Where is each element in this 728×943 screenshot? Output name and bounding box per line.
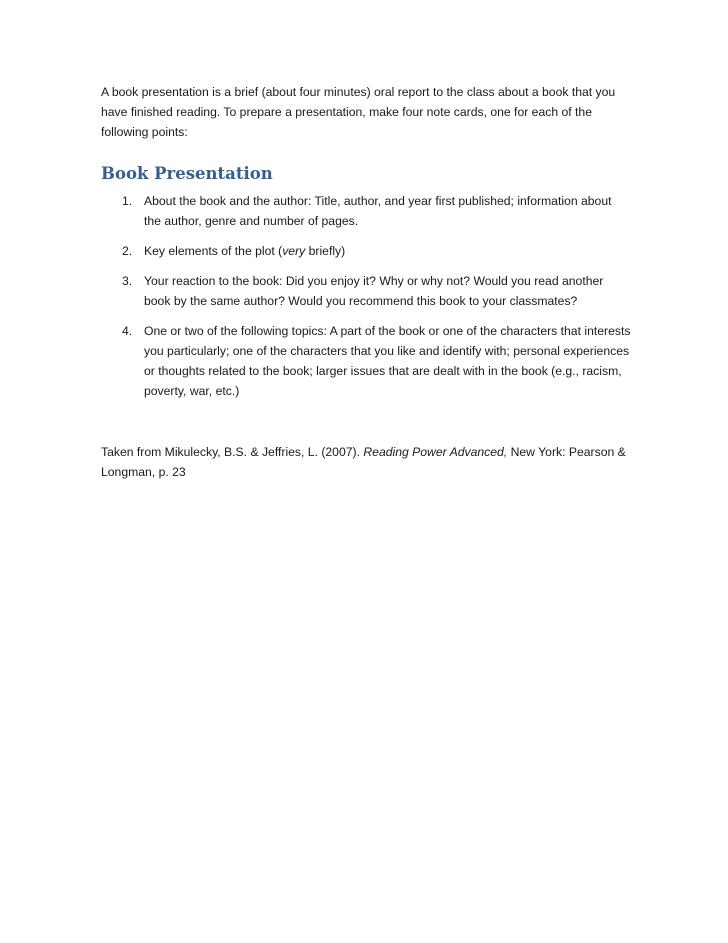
presentation-points-list xyxy=(101,191,631,401)
section-heading: Book Presentation xyxy=(101,164,273,183)
intro-paragraph: A book presentation is a brief (about four minutes) oral report to the class about a book that you have finished reading. To prepare a presentation, make four note cards, one for each of the following points: xyxy=(101,85,616,139)
document-body xyxy=(101,82,631,482)
list-item-text-part: Key elements of the plot ( xyxy=(144,244,283,258)
list-item-number: 3. xyxy=(122,274,133,288)
list-item-text xyxy=(144,244,345,258)
list-item xyxy=(101,191,631,231)
list-item xyxy=(101,241,631,261)
citation-publisher: New York: Pearson & Longman, p. 23 xyxy=(101,445,626,479)
list-item xyxy=(101,321,631,401)
list-item-emphasis: very xyxy=(282,244,306,258)
list-item-text xyxy=(144,194,612,228)
citation-authors: Taken from Mikulecky, B.S. & Jeffries, L. (2007). xyxy=(101,445,364,459)
list-item-number: 4. xyxy=(122,324,133,338)
list-item-text-part: One or two of the following topics: A part of the book or one of the characters that interests you particularly; one of the characters that you like and identify with; personal experiences or thoughts related to the book; larger issues that are dealt with in the book (e.g., racism, poverty, war, etc.) xyxy=(144,324,631,398)
list-item-text-part: Your reaction to the book: Did you enjoy it? Why or why not? Would you read another book by the same author? Would you recommend this book to your classmates? xyxy=(144,274,604,308)
list-item-number: 1. xyxy=(122,194,133,208)
list-item-number: 2. xyxy=(122,244,133,258)
list-item-text-part: About the book and the author: Title, author, and year first published; information about the author, genre and number of pages. xyxy=(144,194,612,228)
source-citation xyxy=(101,442,631,482)
citation-title: Reading Power Advanced, xyxy=(363,445,508,459)
list-item xyxy=(101,271,631,311)
list-item-text xyxy=(144,274,603,308)
list-item-text-part: briefly) xyxy=(305,244,346,258)
list-item-text xyxy=(144,324,630,398)
